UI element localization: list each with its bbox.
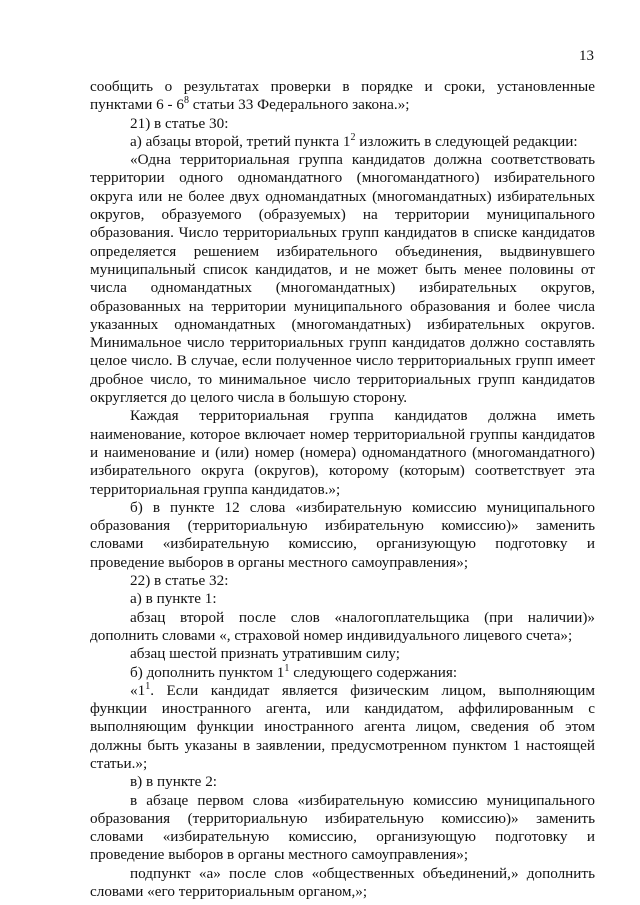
paragraph (90, 78, 595, 115)
text-run: 22) в статье 32: (130, 572, 229, 590)
text-run: Каждая территориальная группа кандидатов должна иметь наименование, которое включает номер территориальной группы кандидатов и наименование и (или) номер (номера) одномандатного (многомандатного) избирательного округа (округов), которому (которым) соответствует эта территориальная группа кандидатов.»; (90, 407, 595, 498)
text-run: б) в пункте 12 слова «избирательную комиссию муниципального образования (территориальную избирательную комиссию)» заменить словами «избирательную комиссию, организующую подготовку и проведение выборов в органы местного самоуправления»; (90, 498, 595, 571)
paragraph (90, 499, 595, 572)
page-number: 13 (579, 48, 594, 64)
superscript: 1 (284, 662, 290, 674)
paragraph (90, 865, 595, 902)
paragraph (90, 645, 595, 663)
text-run: «1 (130, 681, 146, 699)
superscript: 8 (183, 95, 189, 107)
document-body (90, 78, 595, 901)
paragraph (90, 115, 595, 133)
text-run: в) в пункте 2: (130, 773, 218, 791)
text-run: . Если кандидат является физическим лицом, выполняющим функции иностранного агента, или кандидатом, аффилированным с выполняющим функции иностранного агента лицом, сведения об этом должны быть указаны в заявлении, предусмотренном пунктом 1 настоящей статьи.»; (90, 681, 595, 772)
paragraph (90, 609, 595, 646)
text-run: изложить в следующей редакции: (355, 132, 578, 150)
text-run: подпункт «а» после слов «общественных объединений,» дополнить словами «его территориальным органом,»; (90, 864, 595, 901)
paragraph (90, 407, 595, 498)
text-run: следующего содержания: (289, 663, 458, 681)
paragraph (90, 151, 595, 407)
text-run: абзац второй после слов «налогоплательщика (при наличии)» дополнить словами «, страховой номер индивидуального лицевого счета»; (90, 608, 595, 644)
text-run: «Одна территориальная группа кандидатов должна соответствовать территории одного одномандатного (многомандатного) избирательного округа или не более двух одномандатных (многомандатных) избирательных округов, образуемого (образуемых) на территории муниципального образования. Число территориальных групп кандидатов в списке кандидатов определяется решением избирательного объединения, выдвинувшего муниципальный список кандидатов, и не может быть менее половины от числа одномандатных (многомандатных) избирательных округов, образованных на территории муниципального образования и более числа указанных одномандатных (многомандатных) избирательных округов. Минимальное число территориальных групп кандидатов должно составлять целое число. В случае, если полученное число территориальных групп имеет дробное число, то минимальное число территориальных групп кандидатов округляется до целого числа в большую сторону. (90, 151, 595, 407)
paragraph (90, 773, 595, 791)
paragraph (90, 792, 595, 865)
superscript: 2 (350, 131, 356, 143)
text-run: статьи 33 Федерального закона.»; (188, 96, 410, 114)
paragraph (90, 590, 595, 608)
paragraph (90, 133, 595, 151)
text-run: а) в пункте 1: (130, 590, 217, 608)
text-run: сообщить о результатах проверки в порядке и сроки, установленные пунктами 6 - 6 (90, 78, 595, 114)
text-run: в абзаце первом слова «избирательную комиссию муниципального образования (территориальную избирательную комиссию)» заменить словами «избирательную комиссию, организующую подготовку и проведение выборов в органы местного самоуправления»; (90, 791, 595, 864)
text-run: 21) в статье 30: (130, 114, 229, 132)
text-run: а) абзацы второй, третий пункта 1 (130, 132, 351, 150)
text-run: б) дополнить пунктом 1 (130, 663, 285, 681)
paragraph (90, 664, 595, 682)
superscript: 1 (145, 680, 151, 692)
paragraph (90, 682, 595, 773)
text-run: абзац шестой признать утратившим силу; (130, 645, 400, 663)
paragraph (90, 572, 595, 590)
